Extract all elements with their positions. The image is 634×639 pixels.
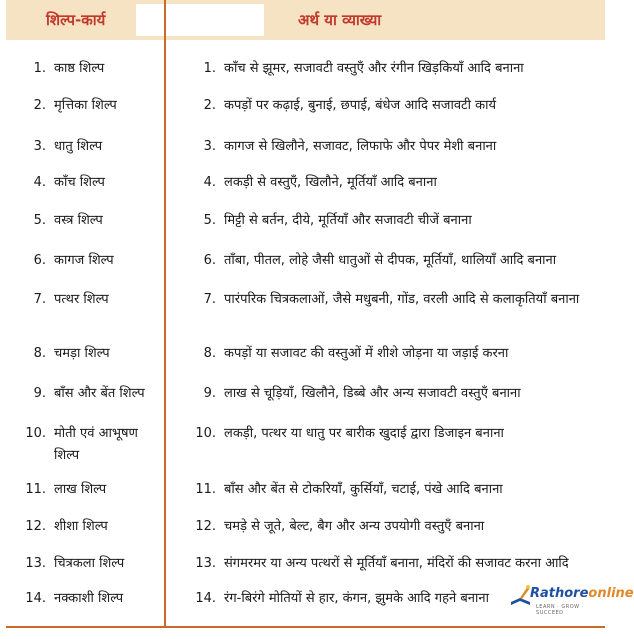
meaning-number: 4. bbox=[203, 175, 216, 190]
craft-name: चमड़ा शिल्प bbox=[54, 346, 110, 361]
craft-number: 2. bbox=[33, 98, 46, 113]
logo-wordmark bbox=[530, 586, 634, 601]
meaning-text: कपड़ों पर कढ़ाई, बुनाई, छपाई, बंधेज आदि सजावटी कार्य bbox=[224, 98, 496, 113]
craft-cell bbox=[22, 383, 162, 405]
craft-name: लाख शिल्प bbox=[54, 482, 107, 497]
header-meaning: अर्थ या व्याख्या bbox=[298, 11, 382, 29]
meaning-number: 14. bbox=[195, 591, 216, 606]
meaning-cell bbox=[192, 210, 600, 232]
craft-cell bbox=[22, 172, 162, 194]
craft-name: मोती एवं आभूषण शिल्प bbox=[54, 426, 138, 463]
craft-name: कागज शिल्प bbox=[54, 253, 114, 268]
craft-cell bbox=[22, 210, 162, 232]
meaning-number: 10. bbox=[195, 426, 216, 441]
meaning-text: चमड़े से जूते, बेल्ट, बैग और अन्य उपयोगी वस्तुएँ बनाना bbox=[224, 519, 485, 534]
craft-cell bbox=[22, 289, 162, 311]
meaning-text: लाख से चूड़ियाँ, खिलौने, डिब्बे और अन्य सजावटी वस्तुएँ बनाना bbox=[224, 386, 521, 401]
meaning-number: 7. bbox=[203, 292, 216, 307]
meaning-cell bbox=[192, 516, 600, 538]
meaning-cell bbox=[192, 289, 600, 311]
header-craft: शिल्प-कार्य bbox=[46, 11, 106, 29]
meaning-number: 6. bbox=[203, 253, 216, 268]
craft-number: 6. bbox=[33, 253, 46, 268]
rathore-online-logo bbox=[508, 578, 634, 618]
craft-cell bbox=[22, 343, 162, 365]
craft-cell bbox=[22, 95, 162, 117]
craft-number: 10. bbox=[25, 426, 46, 441]
meaning-number: 11. bbox=[195, 482, 216, 497]
craft-name: नक्काशी शिल्प bbox=[54, 591, 124, 606]
craft-name: काँच शिल्प bbox=[54, 175, 105, 190]
craft-name: शीशा शिल्प bbox=[54, 519, 108, 534]
meaning-cell bbox=[192, 58, 600, 80]
meaning-cell bbox=[192, 172, 600, 194]
meaning-text: संगमरमर या अन्य पत्थरों से मूर्तियाँ बनाना, मंदिरों की सजावट करना आदि bbox=[224, 556, 569, 571]
craft-number: 11. bbox=[25, 482, 46, 497]
craft-number: 13. bbox=[25, 556, 46, 571]
craft-number: 14. bbox=[25, 591, 46, 606]
meaning-number: 1. bbox=[203, 61, 216, 76]
craft-cell bbox=[22, 423, 162, 467]
meaning-number: 13. bbox=[195, 556, 216, 571]
meaning-text: मिट्टी से बर्तन, दीये, मूर्तियाँ और सजावटी चीजें बनाना bbox=[224, 213, 472, 228]
craft-name: पत्थर शिल्प bbox=[54, 292, 109, 307]
column-divider bbox=[164, 0, 166, 628]
meaning-number: 9. bbox=[203, 386, 216, 401]
meaning-text: कपड़ों या सजावट की वस्तुओं में शीशे जोड़ना या जड़ाई करना bbox=[224, 346, 509, 361]
craft-number: 3. bbox=[33, 139, 46, 154]
craft-name: धातु शिल्प bbox=[54, 139, 103, 154]
meaning-text: लकड़ी से वस्तुएँ, खिलौने, मूर्तियाँ आदि बनाना bbox=[224, 175, 437, 190]
craft-cell bbox=[22, 516, 162, 538]
craft-name: वस्त्र शिल्प bbox=[54, 213, 103, 228]
meaning-text: काँच से झूमर, सजावटी वस्तुएँ और रंगीन खिड़कियाँ आदि बनाना bbox=[224, 61, 524, 76]
meaning-text: पारंपरिक चित्रकलाओं, जैसे मधुबनी, गोंड, वरली आदि से कलाकृतियाँ बनाना bbox=[224, 292, 580, 307]
craft-number: 12. bbox=[25, 519, 46, 534]
craft-table bbox=[6, 0, 605, 628]
craft-number: 7. bbox=[33, 292, 46, 307]
meaning-cell bbox=[192, 95, 600, 117]
table-header bbox=[6, 0, 605, 40]
meaning-text: बाँस और बेंत से टोकरियाँ, कुर्सियाँ, चटाई, पंखे आदि बनाना bbox=[224, 482, 503, 497]
meaning-number: 8. bbox=[203, 346, 216, 361]
meaning-number: 5. bbox=[203, 213, 216, 228]
table-bottom-border bbox=[6, 626, 605, 628]
meaning-number: 12. bbox=[195, 519, 216, 534]
craft-number: 4. bbox=[33, 175, 46, 190]
meaning-cell bbox=[192, 423, 600, 445]
craft-number: 8. bbox=[33, 346, 46, 361]
logo-accent: online bbox=[588, 586, 634, 601]
meaning-cell bbox=[192, 250, 600, 272]
logo-tagline: LEARN · GROW · SUCCEED bbox=[536, 604, 584, 616]
meaning-text: लकड़ी, पत्थर या धातु पर बारीक खुदाई द्वारा डिजाइन बनाना bbox=[224, 426, 504, 441]
craft-cell bbox=[22, 479, 162, 501]
craft-name: काष्ठ शिल्प bbox=[54, 61, 105, 76]
craft-number: 9. bbox=[33, 386, 46, 401]
meaning-number: 3. bbox=[203, 139, 216, 154]
meaning-cell bbox=[192, 553, 600, 575]
craft-cell bbox=[22, 58, 162, 80]
header-blank bbox=[136, 4, 264, 36]
meaning-number: 2. bbox=[203, 98, 216, 113]
meaning-cell bbox=[192, 383, 600, 405]
craft-name: चित्रकला शिल्प bbox=[54, 556, 125, 571]
craft-name: बाँस और बेंत शिल्प bbox=[54, 386, 145, 401]
craft-number: 5. bbox=[33, 213, 46, 228]
meaning-cell bbox=[192, 343, 600, 365]
craft-cell bbox=[22, 553, 162, 575]
meaning-text: रंग-बिरंगे मोतियों से हार, कंगन, झुमके आदि गहने बनाना bbox=[224, 591, 489, 606]
craft-name: मृत्तिका शिल्प bbox=[54, 98, 117, 113]
craft-cell bbox=[22, 588, 162, 610]
meaning-cell bbox=[192, 479, 600, 501]
craft-cell bbox=[22, 250, 162, 272]
craft-number: 1. bbox=[33, 61, 46, 76]
logo-main: Rathore bbox=[530, 586, 589, 601]
craft-cell bbox=[22, 136, 162, 158]
meaning-text: कागज से खिलौने, सजावट, लिफाफे और पेपर मेशी बनाना bbox=[224, 139, 497, 154]
meaning-text: ताँबा, पीतल, लोहे जैसी धातुओं से दीपक, मूर्तियाँ, थालियाँ आदि बनाना bbox=[224, 253, 557, 268]
meaning-cell bbox=[192, 136, 600, 158]
